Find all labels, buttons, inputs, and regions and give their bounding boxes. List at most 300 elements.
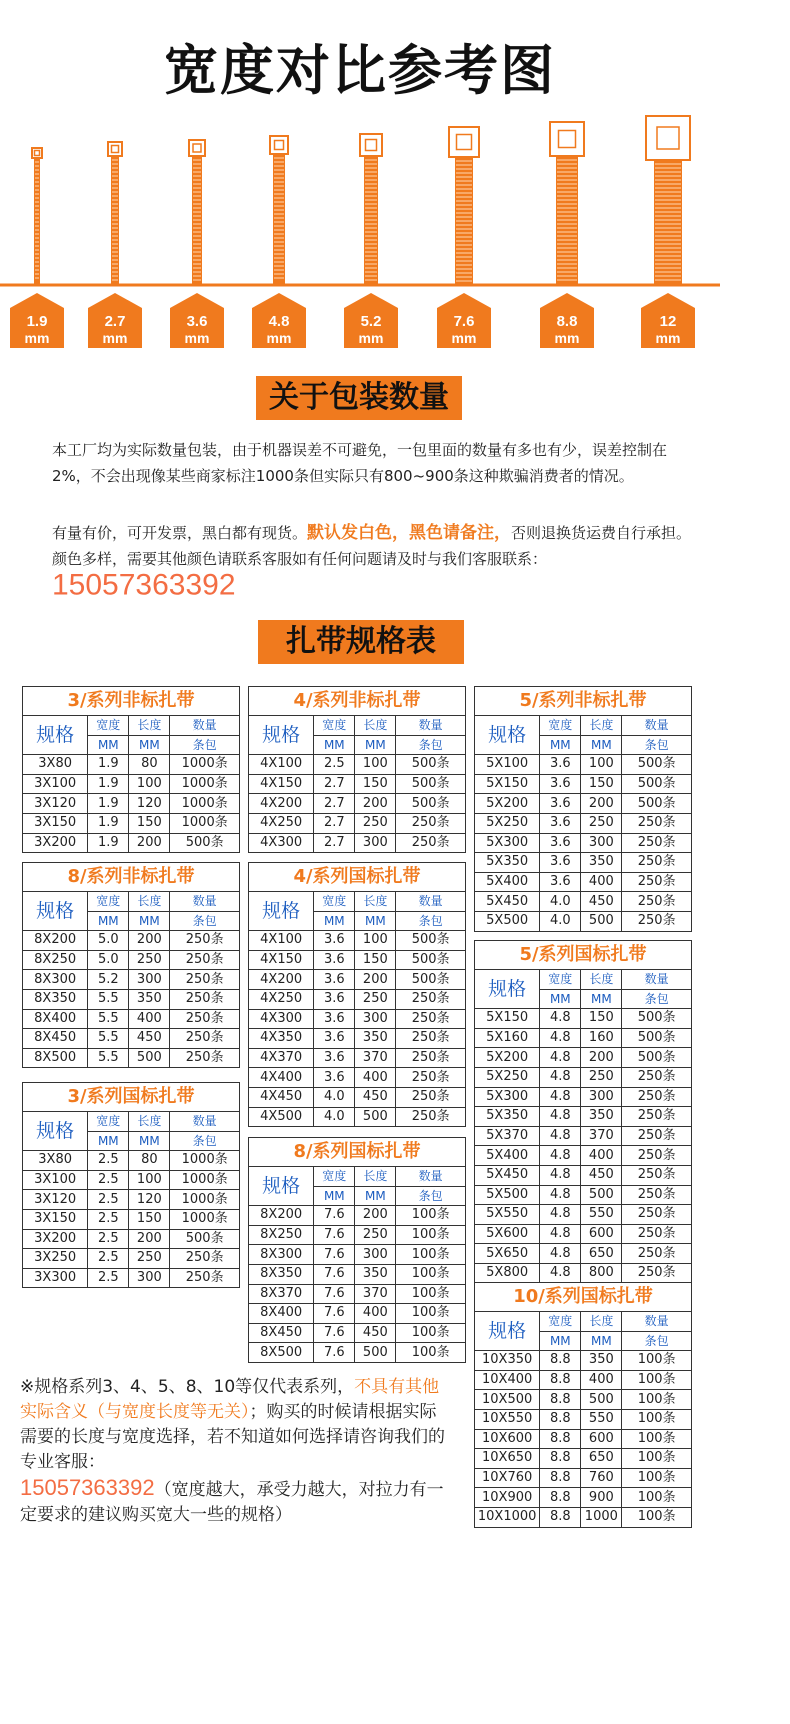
table-cell: 100条 xyxy=(622,1351,691,1371)
table-cell: 4X400 xyxy=(249,1068,314,1088)
spec-table-grid xyxy=(475,970,691,1283)
table-cell: 500条 xyxy=(396,755,465,775)
col-unit-qty: 条包 xyxy=(396,735,465,755)
spec-table xyxy=(248,686,466,853)
table-cell: 3.6 xyxy=(540,833,581,853)
table-cell: 500条 xyxy=(622,1009,691,1029)
table-cell: 8X300 xyxy=(249,1245,314,1265)
table-cell: 5X370 xyxy=(475,1126,540,1146)
width-label: 3.6 xyxy=(186,313,208,330)
table-cell: 1.9 xyxy=(88,774,129,794)
table-cell: 500条 xyxy=(396,931,465,951)
col-header-length: 长度 xyxy=(581,716,622,735)
table-cell: 450 xyxy=(129,1029,170,1049)
table-cell: 3.6 xyxy=(314,931,355,951)
width-label: 2.7 xyxy=(104,313,126,330)
spec-table-title: 8/系列国标扎带 xyxy=(249,1138,465,1167)
table-cell: 1000条 xyxy=(170,755,239,775)
table-cell: 100 xyxy=(355,755,396,775)
table-row xyxy=(249,813,465,833)
col-unit-width: MM xyxy=(88,911,129,931)
packaging-text-a: 有量有价，可开发票，黑白都有现货。 xyxy=(52,524,308,542)
table-cell: 5.0 xyxy=(88,950,129,970)
note-text-emphasis: 不具有其他实际含义（与宽度长度等无关） xyxy=(20,1377,440,1422)
table-cell: 80 xyxy=(129,755,170,775)
series-note xyxy=(20,1375,450,1528)
note-phone[interactable]: 15057363392 xyxy=(20,1475,155,1500)
table-row xyxy=(23,1048,239,1067)
table-cell: 250条 xyxy=(170,1268,239,1287)
table-row xyxy=(475,1107,691,1127)
table-row xyxy=(475,1244,691,1264)
table-cell: 5X250 xyxy=(475,1067,540,1087)
table-cell: 2.5 xyxy=(88,1268,129,1287)
table-cell: 4.0 xyxy=(540,892,581,912)
col-unit-qty: 条包 xyxy=(622,989,691,1009)
table-cell: 500条 xyxy=(396,794,465,814)
table-cell: 2.7 xyxy=(314,813,355,833)
table-cell: 8X250 xyxy=(23,950,88,970)
col-header-width: 宽度 xyxy=(540,1312,581,1331)
table-header-row xyxy=(249,892,465,911)
table-row xyxy=(23,950,239,970)
table-cell: 8.8 xyxy=(540,1351,581,1371)
table-cell: 300 xyxy=(581,833,622,853)
table-cell: 250条 xyxy=(622,1107,691,1127)
col-header-spec: 规格 xyxy=(249,716,314,755)
table-row xyxy=(249,1304,465,1324)
table-cell: 650 xyxy=(581,1449,622,1469)
table-cell: 3.6 xyxy=(314,950,355,970)
table-cell: 10X650 xyxy=(475,1449,540,1469)
table-row xyxy=(249,1068,465,1088)
table-cell: 1000 xyxy=(581,1507,622,1526)
cable-tie-head xyxy=(550,122,584,156)
table-cell: 80 xyxy=(129,1151,170,1171)
table-cell: 8.8 xyxy=(540,1390,581,1410)
col-unit-width: MM xyxy=(540,1331,581,1351)
table-cell: 5X150 xyxy=(475,1009,540,1029)
table-cell: 3.6 xyxy=(540,853,581,873)
table-cell: 10X550 xyxy=(475,1409,540,1429)
table-cell: 250条 xyxy=(622,872,691,892)
table-cell: 4.0 xyxy=(314,1107,355,1126)
table-cell: 10X760 xyxy=(475,1468,540,1488)
table-cell: 250条 xyxy=(396,1029,465,1049)
table-cell: 250条 xyxy=(622,1126,691,1146)
table-cell: 5X650 xyxy=(475,1244,540,1264)
table-cell: 1.9 xyxy=(88,755,129,775)
table-row xyxy=(249,1107,465,1126)
table-cell: 4X250 xyxy=(249,813,314,833)
cable-tie-head xyxy=(449,127,479,157)
table-cell: 4.8 xyxy=(540,1263,581,1282)
width-unit: mm xyxy=(554,330,580,346)
table-cell: 4X450 xyxy=(249,1087,314,1107)
col-header-length: 长度 xyxy=(581,1312,622,1331)
table-cell: 4.8 xyxy=(540,1146,581,1166)
table-cell: 400 xyxy=(581,1370,622,1390)
col-unit-length: MM xyxy=(355,911,396,931)
table-header-row xyxy=(475,716,691,735)
table-row xyxy=(23,989,239,1009)
spec-table-title: 5/系列非标扎带 xyxy=(475,687,691,716)
table-row xyxy=(475,853,691,873)
width-label: 8.8 xyxy=(556,313,578,330)
table-row xyxy=(475,1224,691,1244)
table-cell: 300 xyxy=(581,1087,622,1107)
table-row xyxy=(475,1263,691,1282)
table-cell: 3.6 xyxy=(540,755,581,775)
cable-tie-strip xyxy=(654,160,682,284)
table-cell: 400 xyxy=(355,1068,396,1088)
table-row xyxy=(249,1264,465,1284)
table-cell: 350 xyxy=(581,1351,622,1371)
table-cell: 500 xyxy=(581,1185,622,1205)
col-header-spec: 规格 xyxy=(475,716,540,755)
width-label: 12 xyxy=(659,313,677,330)
packaging-paragraph-2 xyxy=(52,520,692,602)
table-cell: 5X300 xyxy=(475,1087,540,1107)
col-header-qty: 数量 xyxy=(396,716,465,735)
table-cell: 250条 xyxy=(622,853,691,873)
table-row xyxy=(475,1165,691,1185)
table-row xyxy=(23,931,239,951)
table-cell: 500条 xyxy=(396,970,465,990)
table-cell: 4.8 xyxy=(540,1244,581,1264)
table-cell: 5.5 xyxy=(88,1048,129,1067)
table-cell: 250条 xyxy=(396,1087,465,1107)
table-cell: 3X200 xyxy=(23,1229,88,1249)
table-cell: 7.6 xyxy=(314,1245,355,1265)
spec-table-title: 8/系列非标扎带 xyxy=(23,863,239,892)
col-header-width: 宽度 xyxy=(540,970,581,989)
spec-table-title: 5/系列国标扎带 xyxy=(475,941,691,970)
table-cell: 5X200 xyxy=(475,1048,540,1068)
width-label: 1.9 xyxy=(26,313,48,330)
table-cell: 200 xyxy=(355,970,396,990)
table-cell: 3.6 xyxy=(314,970,355,990)
col-header-length: 长度 xyxy=(129,716,170,735)
table-cell: 150 xyxy=(581,774,622,794)
table-cell: 2.5 xyxy=(314,755,355,775)
width-unit: mm xyxy=(184,330,210,346)
col-unit-qty: 条包 xyxy=(622,1331,691,1351)
table-cell: 2.7 xyxy=(314,833,355,852)
table-row xyxy=(249,794,465,814)
table-row xyxy=(249,833,465,852)
col-unit-length: MM xyxy=(581,989,622,1009)
col-unit-length: MM xyxy=(355,735,396,755)
table-row xyxy=(475,755,691,775)
table-cell: 150 xyxy=(581,1009,622,1029)
table-cell: 370 xyxy=(355,1048,396,1068)
table-row xyxy=(249,1225,465,1245)
col-header-width: 宽度 xyxy=(88,1112,129,1131)
spec-table xyxy=(22,862,240,1068)
table-row xyxy=(23,1268,239,1287)
spec-table-title: 10/系列国标扎带 xyxy=(475,1283,691,1312)
table-cell: 760 xyxy=(581,1468,622,1488)
table-cell: 4.8 xyxy=(540,1185,581,1205)
table-cell: 8.8 xyxy=(540,1507,581,1526)
table-cell: 250 xyxy=(129,950,170,970)
table-row xyxy=(475,1351,691,1371)
table-cell: 3.6 xyxy=(540,794,581,814)
col-header-width: 宽度 xyxy=(540,716,581,735)
table-row xyxy=(475,911,691,930)
col-unit-qty: 条包 xyxy=(622,735,691,755)
table-cell: 8X250 xyxy=(249,1225,314,1245)
table-cell: 100条 xyxy=(622,1370,691,1390)
table-cell: 500 xyxy=(355,1107,396,1126)
table-cell: 250条 xyxy=(396,1068,465,1088)
table-cell: 4X350 xyxy=(249,1029,314,1049)
table-cell: 250条 xyxy=(170,1009,239,1029)
table-cell: 100条 xyxy=(396,1304,465,1324)
table-cell: 4.8 xyxy=(540,1165,581,1185)
table-cell: 3X200 xyxy=(23,833,88,852)
table-cell: 5.5 xyxy=(88,1029,129,1049)
width-label: 5.2 xyxy=(360,313,382,330)
spec-table xyxy=(474,686,692,932)
spec-table-grid xyxy=(23,1112,239,1287)
table-cell: 250条 xyxy=(622,1185,691,1205)
table-row xyxy=(475,813,691,833)
table-cell: 100条 xyxy=(396,1284,465,1304)
table-cell: 300 xyxy=(129,970,170,990)
table-cell: 500条 xyxy=(622,1028,691,1048)
table-cell: 200 xyxy=(355,1206,396,1226)
table-cell: 8X350 xyxy=(249,1264,314,1284)
table-row xyxy=(23,1151,239,1171)
table-cell: 150 xyxy=(355,774,396,794)
table-cell: 150 xyxy=(355,950,396,970)
table-cell: 500条 xyxy=(622,755,691,775)
table-row xyxy=(475,892,691,912)
table-cell: 1000条 xyxy=(170,774,239,794)
table-row xyxy=(475,1205,691,1225)
table-row xyxy=(249,1029,465,1049)
table-row xyxy=(475,1449,691,1469)
table-cell: 3.6 xyxy=(540,774,581,794)
table-row xyxy=(475,1126,691,1146)
table-cell: 4.8 xyxy=(540,1048,581,1068)
table-cell: 250条 xyxy=(170,950,239,970)
spec-table-heading: 扎带规格表 xyxy=(258,620,464,664)
table-cell: 300 xyxy=(129,1268,170,1287)
col-header-width: 宽度 xyxy=(314,1167,355,1186)
table-cell: 8X500 xyxy=(23,1048,88,1067)
table-cell: 250条 xyxy=(622,1067,691,1087)
table-cell: 3X300 xyxy=(23,1268,88,1287)
table-row xyxy=(249,1087,465,1107)
table-cell: 1000条 xyxy=(170,1190,239,1210)
table-cell: 450 xyxy=(581,1165,622,1185)
col-header-qty: 数量 xyxy=(396,892,465,911)
table-cell: 500条 xyxy=(622,794,691,814)
table-cell: 900 xyxy=(581,1488,622,1508)
table-cell: 8X300 xyxy=(23,970,88,990)
table-row xyxy=(249,970,465,990)
col-header-length: 长度 xyxy=(129,1112,170,1131)
cable-tie-head xyxy=(360,134,382,156)
table-row xyxy=(23,970,239,990)
table-cell: 250条 xyxy=(170,931,239,951)
spec-table-title: 3/系列国标扎带 xyxy=(23,1083,239,1112)
col-unit-length: MM xyxy=(581,1331,622,1351)
table-cell: 500 xyxy=(581,1390,622,1410)
table-cell: 1000条 xyxy=(170,1151,239,1171)
table-cell: 200 xyxy=(355,794,396,814)
spec-table xyxy=(474,940,692,1284)
spec-table-title: 4/系列国标扎带 xyxy=(249,863,465,892)
spec-table xyxy=(474,1282,692,1528)
table-cell: 100 xyxy=(129,774,170,794)
table-cell: 600 xyxy=(581,1224,622,1244)
table-row xyxy=(23,1229,239,1249)
col-header-qty: 数量 xyxy=(396,1167,465,1186)
table-cell: 4.8 xyxy=(540,1067,581,1087)
table-cell: 3.6 xyxy=(314,1048,355,1068)
cable-tie-head xyxy=(189,140,205,156)
table-cell: 1.9 xyxy=(88,833,129,852)
table-cell: 450 xyxy=(355,1087,396,1107)
table-row xyxy=(475,1370,691,1390)
note-text-a: ※规格系列3、4、5、8、10等仅代表系列， xyxy=(20,1377,355,1397)
table-cell: 350 xyxy=(581,1107,622,1127)
table-cell: 5X400 xyxy=(475,1146,540,1166)
table-cell: 5X300 xyxy=(475,833,540,853)
table-row xyxy=(475,1468,691,1488)
col-unit-width: MM xyxy=(88,735,129,755)
table-cell: 8.8 xyxy=(540,1409,581,1429)
col-header-width: 宽度 xyxy=(314,892,355,911)
packaging-emphasis: 默认发白色，黑色请备注， xyxy=(307,523,512,543)
col-header-spec: 规格 xyxy=(249,892,314,931)
table-row xyxy=(475,1009,691,1029)
table-cell: 5X450 xyxy=(475,892,540,912)
table-cell: 7.6 xyxy=(314,1323,355,1343)
table-row xyxy=(249,1245,465,1265)
table-cell: 1000条 xyxy=(170,794,239,814)
col-unit-width: MM xyxy=(314,911,355,931)
col-header-qty: 数量 xyxy=(170,892,239,911)
table-cell: 100 xyxy=(355,931,396,951)
table-row xyxy=(23,1190,239,1210)
table-cell: 5.2 xyxy=(88,970,129,990)
table-cell: 3X80 xyxy=(23,1151,88,1171)
table-cell: 5X250 xyxy=(475,813,540,833)
table-cell: 450 xyxy=(355,1323,396,1343)
col-header-width: 宽度 xyxy=(314,716,355,735)
width-label: 4.8 xyxy=(268,313,290,330)
table-cell: 8X400 xyxy=(249,1304,314,1324)
table-cell: 4.8 xyxy=(540,1009,581,1029)
table-row xyxy=(475,1048,691,1068)
table-cell: 2.5 xyxy=(88,1229,129,1249)
table-cell: 2.5 xyxy=(88,1151,129,1171)
table-cell: 5X150 xyxy=(475,774,540,794)
table-cell: 4X370 xyxy=(249,1048,314,1068)
table-header-row xyxy=(475,1312,691,1331)
table-cell: 5X160 xyxy=(475,1028,540,1048)
table-cell: 10X1000 xyxy=(475,1507,540,1526)
width-unit: mm xyxy=(102,330,128,346)
table-cell: 100条 xyxy=(622,1507,691,1526)
table-cell: 250条 xyxy=(170,1048,239,1067)
table-cell: 100 xyxy=(581,755,622,775)
col-unit-width: MM xyxy=(540,989,581,1009)
table-row xyxy=(249,1343,465,1362)
table-cell: 5X500 xyxy=(475,911,540,930)
table-cell: 4X300 xyxy=(249,833,314,852)
table-cell: 5X550 xyxy=(475,1205,540,1225)
width-unit: mm xyxy=(451,330,477,346)
spec-table xyxy=(248,1137,466,1363)
table-cell: 250条 xyxy=(396,833,465,852)
table-cell: 250条 xyxy=(622,813,691,833)
table-cell: 250条 xyxy=(622,1087,691,1107)
spec-table-grid xyxy=(475,716,691,931)
table-row xyxy=(23,794,239,814)
table-cell: 550 xyxy=(581,1205,622,1225)
col-header-length: 长度 xyxy=(355,892,396,911)
col-header-spec: 规格 xyxy=(475,970,540,1009)
contact-phone[interactable]: 15057363392 xyxy=(52,568,236,602)
width-unit: mm xyxy=(266,330,292,346)
table-cell: 10X900 xyxy=(475,1488,540,1508)
table-cell: 370 xyxy=(581,1126,622,1146)
table-cell: 160 xyxy=(581,1028,622,1048)
table-cell: 5.0 xyxy=(88,931,129,951)
table-cell: 3X100 xyxy=(23,774,88,794)
table-cell: 10X500 xyxy=(475,1390,540,1410)
table-row xyxy=(475,1146,691,1166)
table-cell: 200 xyxy=(129,833,170,852)
col-header-qty: 数量 xyxy=(622,716,691,735)
table-cell: 120 xyxy=(129,1190,170,1210)
table-row xyxy=(475,1429,691,1449)
col-header-spec: 规格 xyxy=(23,1112,88,1151)
col-unit-qty: 条包 xyxy=(170,1131,239,1151)
table-cell: 1.9 xyxy=(88,794,129,814)
table-cell: 3.6 xyxy=(314,1068,355,1088)
table-cell: 100条 xyxy=(396,1264,465,1284)
table-row xyxy=(475,1087,691,1107)
col-header-width: 宽度 xyxy=(88,892,129,911)
spec-table xyxy=(22,686,240,853)
table-cell: 3X80 xyxy=(23,755,88,775)
table-cell: 4X200 xyxy=(249,970,314,990)
table-cell: 3.6 xyxy=(540,813,581,833)
col-header-length: 长度 xyxy=(355,716,396,735)
note-text-c: ；购买的时候请根据实际需要的长度与宽度选择，若不知道如何选择请咨询我们的专业客服： xyxy=(20,1402,445,1472)
table-cell: 100条 xyxy=(396,1245,465,1265)
table-cell: 10X350 xyxy=(475,1351,540,1371)
table-cell: 3X120 xyxy=(23,1190,88,1210)
col-header-qty: 数量 xyxy=(170,716,239,735)
table-cell: 10X400 xyxy=(475,1370,540,1390)
table-cell: 2.7 xyxy=(314,774,355,794)
col-unit-qty: 条包 xyxy=(396,1186,465,1206)
table-cell: 370 xyxy=(355,1284,396,1304)
table-cell: 7.6 xyxy=(314,1284,355,1304)
table-cell: 400 xyxy=(581,1146,622,1166)
table-row xyxy=(23,1249,239,1269)
table-cell: 5.5 xyxy=(88,989,129,1009)
table-cell: 1000条 xyxy=(170,813,239,833)
